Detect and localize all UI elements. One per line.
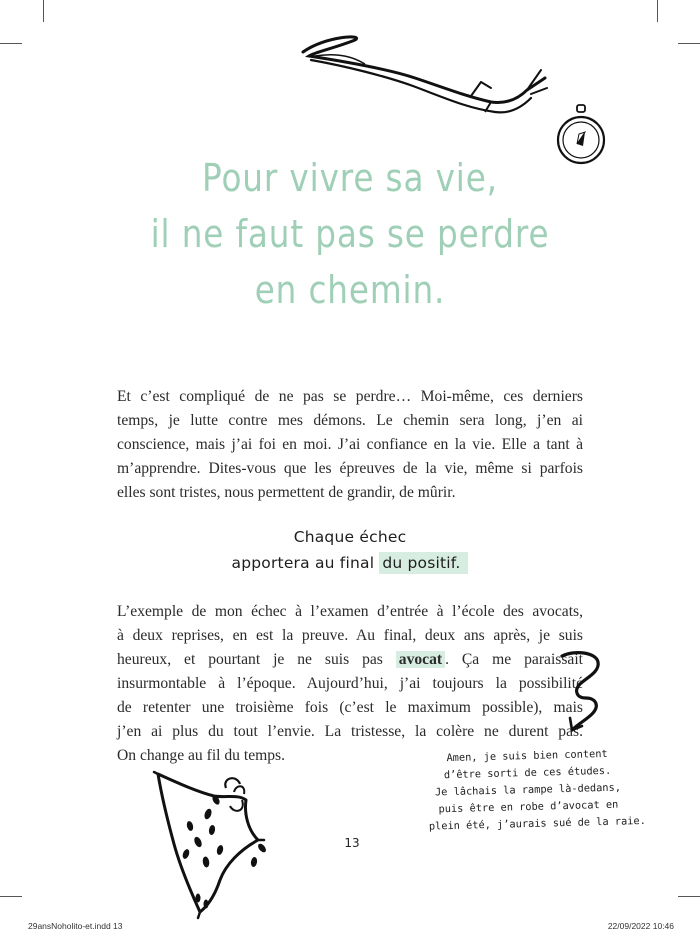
crop-mark [0, 896, 22, 897]
paragraph-text: . Ça me paraissait [445, 651, 583, 668]
note-line: Je lâchais la rampe là-dedans, [434, 781, 622, 799]
crumpled-paper-icon [150, 770, 280, 920]
quote-line-1: Chaque échec [293, 528, 407, 546]
slug-date-info: 22/09/2022 10:46 [607, 921, 674, 931]
quote-line-2 [0, 550, 700, 576]
paragraph-line: elles sont tristes, nous permettent de grandir, de mûrir. [117, 484, 456, 501]
handwritten-note [427, 745, 646, 835]
pull-quote [0, 524, 700, 576]
paragraph-text: heureux, et pourtant je ne suis pas [117, 651, 396, 668]
quote-highlight: du positif. [379, 552, 468, 574]
paragraph-line: insurmontable à l’époque. Aujourd’hui, j’ai toujours la possibilité [117, 675, 583, 692]
path-doodle-icon [295, 30, 555, 120]
slug-file-info: 29ansNoholito-et.indd 13 [28, 921, 123, 931]
paragraph-line [117, 648, 583, 672]
page-title [49, 150, 651, 318]
crop-mark [0, 43, 22, 44]
paragraph-line: à deux reprises, en est la preuve. Au final, deux ans après, je suis [117, 627, 583, 644]
paragraph-line: temps, je lutte contre mes démons. Le chemin sera long, j’en ai [117, 412, 583, 429]
page-number: 13 [344, 836, 360, 850]
note-line: Amen, je suis bien content [446, 747, 608, 765]
title-line: Pour vivre sa vie, [202, 156, 498, 200]
note-line: plein été, j’aurais sué de la raie. [428, 814, 646, 833]
paragraph-line: m’apprendre. Dites-vous que les épreuves de la vie, même si parfois [117, 460, 583, 477]
body-paragraph-1 [117, 385, 583, 505]
crop-mark [678, 43, 700, 44]
note-line: puis être en robe d’avocat en [438, 798, 619, 816]
quote-line-2-text: apportera au final [231, 554, 380, 572]
crop-mark [43, 0, 44, 22]
arrow-doodle-icon [556, 648, 608, 736]
title-line: il ne faut pas se perdre [150, 212, 550, 256]
highlight-word: avocat [396, 651, 445, 668]
paragraph-line: Et c’est compliqué de ne pas se perdre… Moi-même, ces derniers [117, 388, 583, 405]
paragraph-line: j’en ai plus du tout l’envie. La tristesse, la colère ne durent pas. [117, 723, 583, 740]
paragraph-line: L’exemple de mon échec à l’examen d’entrée à l’école des avocats, [117, 603, 583, 620]
crop-mark [657, 0, 658, 22]
paragraph-line: conscience, mais j’ai foi en moi. J’ai confiance en la vie. Elle a tant à [117, 436, 583, 453]
crop-mark [678, 896, 700, 897]
note-line: d’être sorti de ces études. [443, 764, 612, 782]
body-paragraph-2 [117, 600, 583, 768]
title-line: en chemin. [254, 268, 446, 312]
paragraph-line: On change au fil du temps. [117, 747, 286, 764]
paragraph-line: de retenter une troisième fois (c’est le maximum possible), mais [117, 699, 583, 716]
